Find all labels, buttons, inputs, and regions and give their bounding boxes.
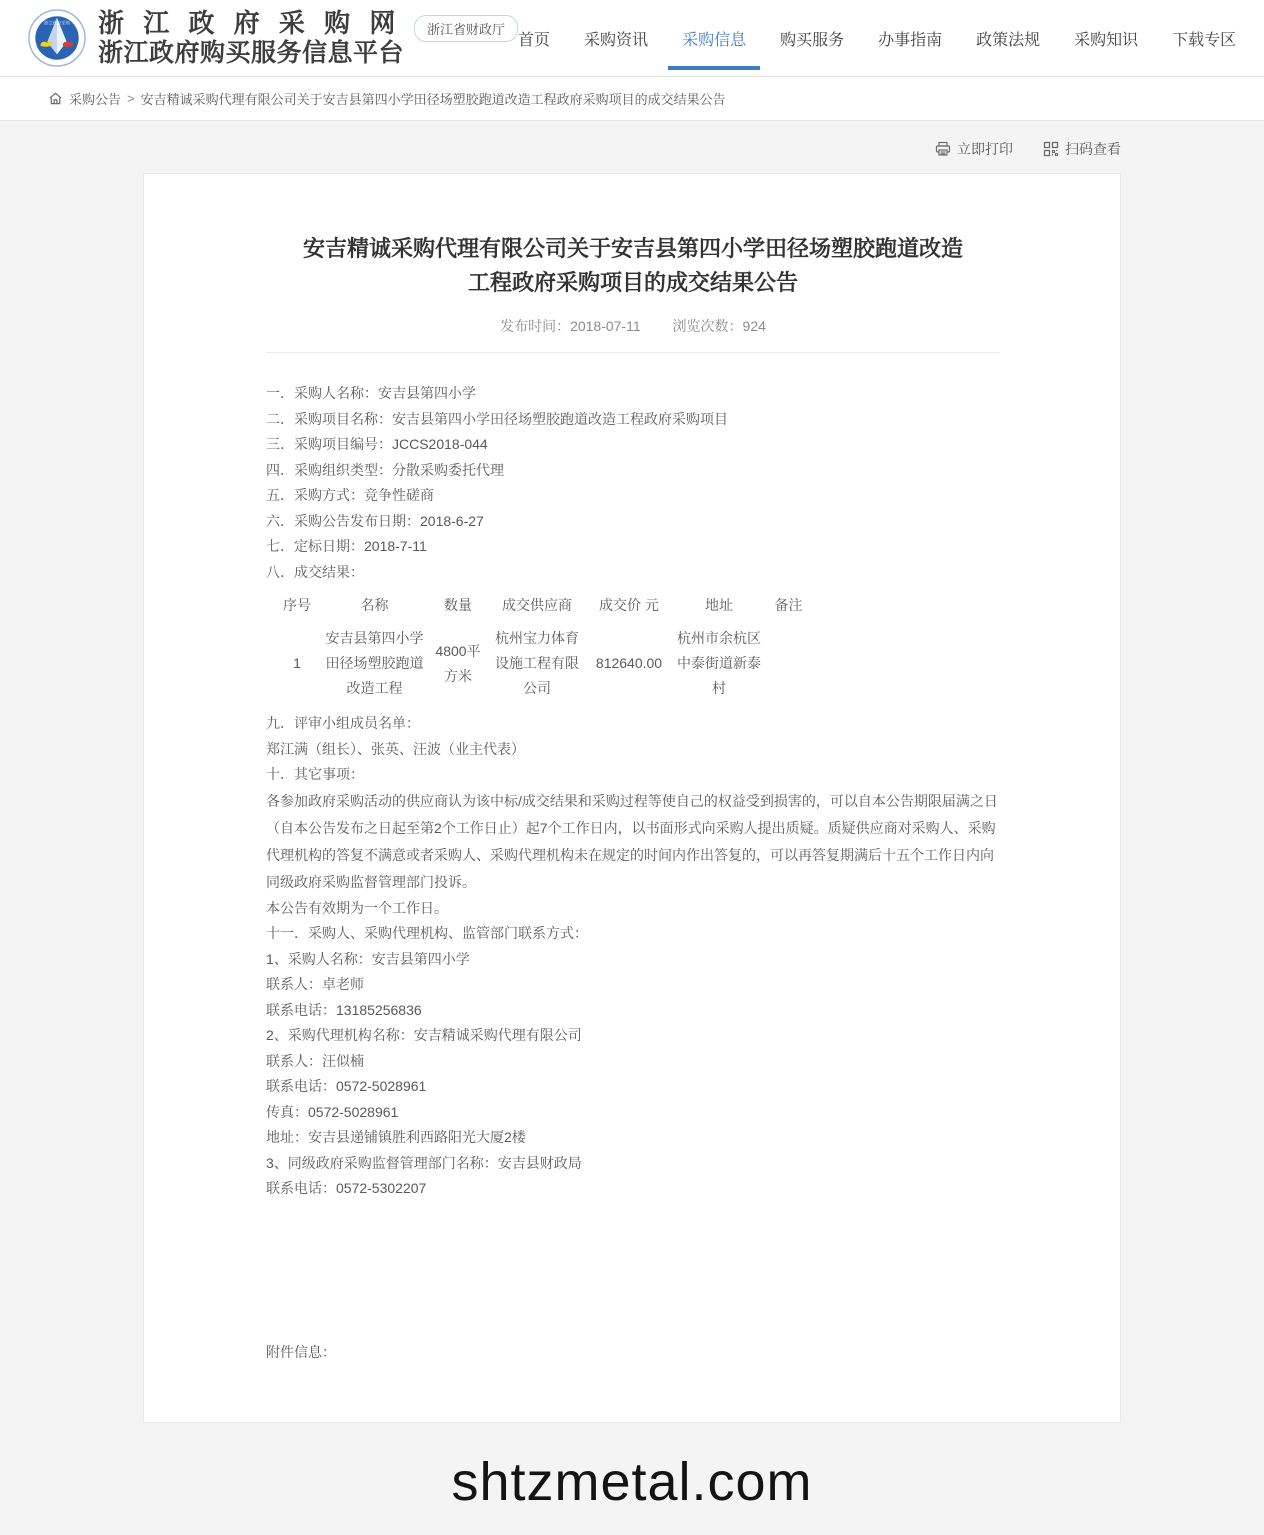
announcement-title-line2: 工程政府采购项目的成交结果公告 <box>467 270 798 295</box>
nav-item-procurement-info[interactable]: 采购信息 <box>682 0 746 76</box>
body-line-purchaser: 一．采购人名称：安吉县第四小学 <box>266 385 476 401</box>
body-line-method: 五．采购方式：竞争性磋商 <box>266 487 434 503</box>
body-line-agency-phone: 联系电话：0572-5028961 <box>266 1078 427 1094</box>
site-subtitle: 浙江政府购买服务信息平台 <box>98 38 405 67</box>
body-line-award-date: 七．定标日期：2018-7-11 <box>266 538 427 554</box>
nav-item-policies[interactable]: 政策法规 <box>976 31 1041 49</box>
site-header <box>0 0 1264 77</box>
cell-address: 杭州市余杭区中泰街道新泰村 <box>677 630 761 696</box>
home-icon[interactable] <box>48 91 63 106</box>
cell-supplier: 杭州宝力体育设施工程有限公司 <box>495 630 579 696</box>
breadcrumb-root[interactable]: 采购公告 <box>69 92 122 107</box>
body-line-other-heading: 十．其它事项： <box>266 766 364 782</box>
body-line-agency-fax: 传真：0572-5028961 <box>266 1103 399 1120</box>
dept-badge: 浙江省财政厅 <box>414 15 518 42</box>
site-title-block <box>98 8 404 68</box>
body-line-agency-address: 地址：安吉县递铺镇胜利西路阳光大厦2楼 <box>266 1129 526 1145</box>
body-line-purchaser-phone: 联系电话：13185256836 <box>266 1001 422 1018</box>
announcement-title <box>266 232 1000 300</box>
body-line-regulator-phone: 联系电话：0572-5302207 <box>266 1180 427 1196</box>
publish-time-value: 2018-07-11 <box>570 318 641 334</box>
body-line-regulator-name: 3、同级政府采购监督管理部门名称：安吉县财政局 <box>266 1154 582 1171</box>
col-header-seq: 序号 <box>283 597 311 613</box>
qr-view-button-label: 扫码查看 <box>1065 141 1121 157</box>
title-divider <box>266 352 1000 353</box>
col-header-address: 地址 <box>705 597 733 613</box>
site-logo <box>28 9 86 67</box>
col-header-price: 成交价 元 <box>599 597 659 613</box>
nav-item-downloads[interactable]: 下载专区 <box>1172 31 1237 49</box>
publish-time <box>500 318 641 334</box>
nav-item-buy-services[interactable]: 购买服务 <box>780 31 845 49</box>
result-table-row <box>272 622 812 705</box>
site-logo-icon <box>28 9 86 67</box>
nav-item-knowledge[interactable]: 采购知识 <box>1074 31 1139 49</box>
main-nav <box>518 0 1236 76</box>
body-line-announce-date: 六．采购公告发布日期：2018-6-27 <box>266 512 484 529</box>
body-line-dispute-clause: 各参加政府采购活动的供应商认为该中标/成交结果和采购过程等使自己的权益受到损害的，可以自本公告期限届满之日（自本公告发布之日起至第2个工作日止）起7个工作日内，以书面形式向采购人提出质疑。质疑供应商对采购人、采购代理机构的答复不满意或者采购人、采购代理机构未在规定的时间内作出答复的，可以再答复期满后十五个工作日内向同级政府采购监督管理部门投诉。 <box>266 792 998 890</box>
nav-item-guide[interactable]: 办事指南 <box>878 31 943 49</box>
body-line-purchaser-name: 1、采购人名称：安吉县第四小学 <box>266 950 470 967</box>
breadcrumb <box>0 77 1264 121</box>
article-actions <box>143 139 1121 159</box>
col-header-name: 名称 <box>360 597 389 613</box>
result-table-header-row <box>272 589 812 622</box>
view-count-label: 浏览次数： <box>672 318 743 334</box>
print-button[interactable] <box>935 139 1013 159</box>
attachments-label: 附件信息： <box>266 1343 336 1360</box>
announcement-card <box>143 173 1121 1423</box>
announcement-title-line1: 安吉精诚采购代理有限公司关于安吉县第四小学田径场塑胶跑道改造 <box>302 236 963 261</box>
announcement-body <box>266 381 1000 1202</box>
result-table <box>272 589 812 705</box>
page-main <box>0 121 1264 1535</box>
body-line-org-type: 四．采购组织类型：分散采购委托代理 <box>266 461 504 478</box>
print-button-label: 立即打印 <box>957 141 1013 157</box>
cell-name: 安吉县第四小学田径场塑胶跑道改造工程 <box>325 630 424 696</box>
body-line-result-heading: 八．成交结果： <box>266 563 364 580</box>
cell-qty: 4800平方米 <box>435 642 481 684</box>
col-header-qty: 数量 <box>444 597 472 613</box>
breadcrumb-separator: > <box>127 91 135 106</box>
nav-item-procurement-news[interactable]: 采购资讯 <box>584 31 649 49</box>
qr-code-icon <box>1043 141 1059 157</box>
breadcrumb-current: 安吉精诚采购代理有限公司关于安吉县第四小学田径场塑胶跑道改造工程政府采购项目的成交结果公告 <box>140 92 726 107</box>
body-line-purchaser-contact: 联系人：卓老师 <box>266 976 364 992</box>
watermark-text: shtzmetal.com <box>451 1451 813 1512</box>
body-line-review-team-heading: 九．评审小组成员名单： <box>266 715 420 731</box>
body-line-agency-name: 2、采购代理机构名称：安吉精诚采购代理有限公司 <box>266 1027 582 1043</box>
site-title: 浙 江 政 府 采 购 网 <box>98 7 402 38</box>
col-header-note: 备注 <box>774 597 803 613</box>
view-count-value: 924 <box>742 318 766 334</box>
cell-price: 812640.00 <box>595 655 663 671</box>
body-line-agency-contact: 联系人：汪似楠 <box>266 1052 364 1069</box>
col-header-supplier: 成交供应商 <box>502 597 572 613</box>
announcement-meta <box>266 316 1000 336</box>
body-line-review-team-members: 郑江满（组长）、张英、汪波（业主代表） <box>266 740 525 757</box>
body-line-validity: 本公告有效期为一个工作日。 <box>266 899 448 916</box>
view-count <box>673 318 766 334</box>
body-line-contacts-heading: 十一．采购人、采购代理机构、监管部门联系方式： <box>266 925 588 941</box>
printer-icon <box>935 141 951 157</box>
qr-view-button[interactable] <box>1043 139 1121 159</box>
body-line-project-name: 二．采购项目名称：安吉县第四小学田径场塑胶跑道改造工程政府采购项目 <box>266 410 728 427</box>
publish-time-label: 发布时间： <box>500 318 571 334</box>
cell-note <box>765 622 812 705</box>
cell-seq: 1 <box>293 655 301 671</box>
nav-item-home[interactable]: 首页 <box>518 31 551 49</box>
svg-text:浙江政府采购: 浙江政府采购 <box>43 20 71 26</box>
body-line-project-no: 三．采购项目编号：JCCS2018-044 <box>266 436 488 452</box>
